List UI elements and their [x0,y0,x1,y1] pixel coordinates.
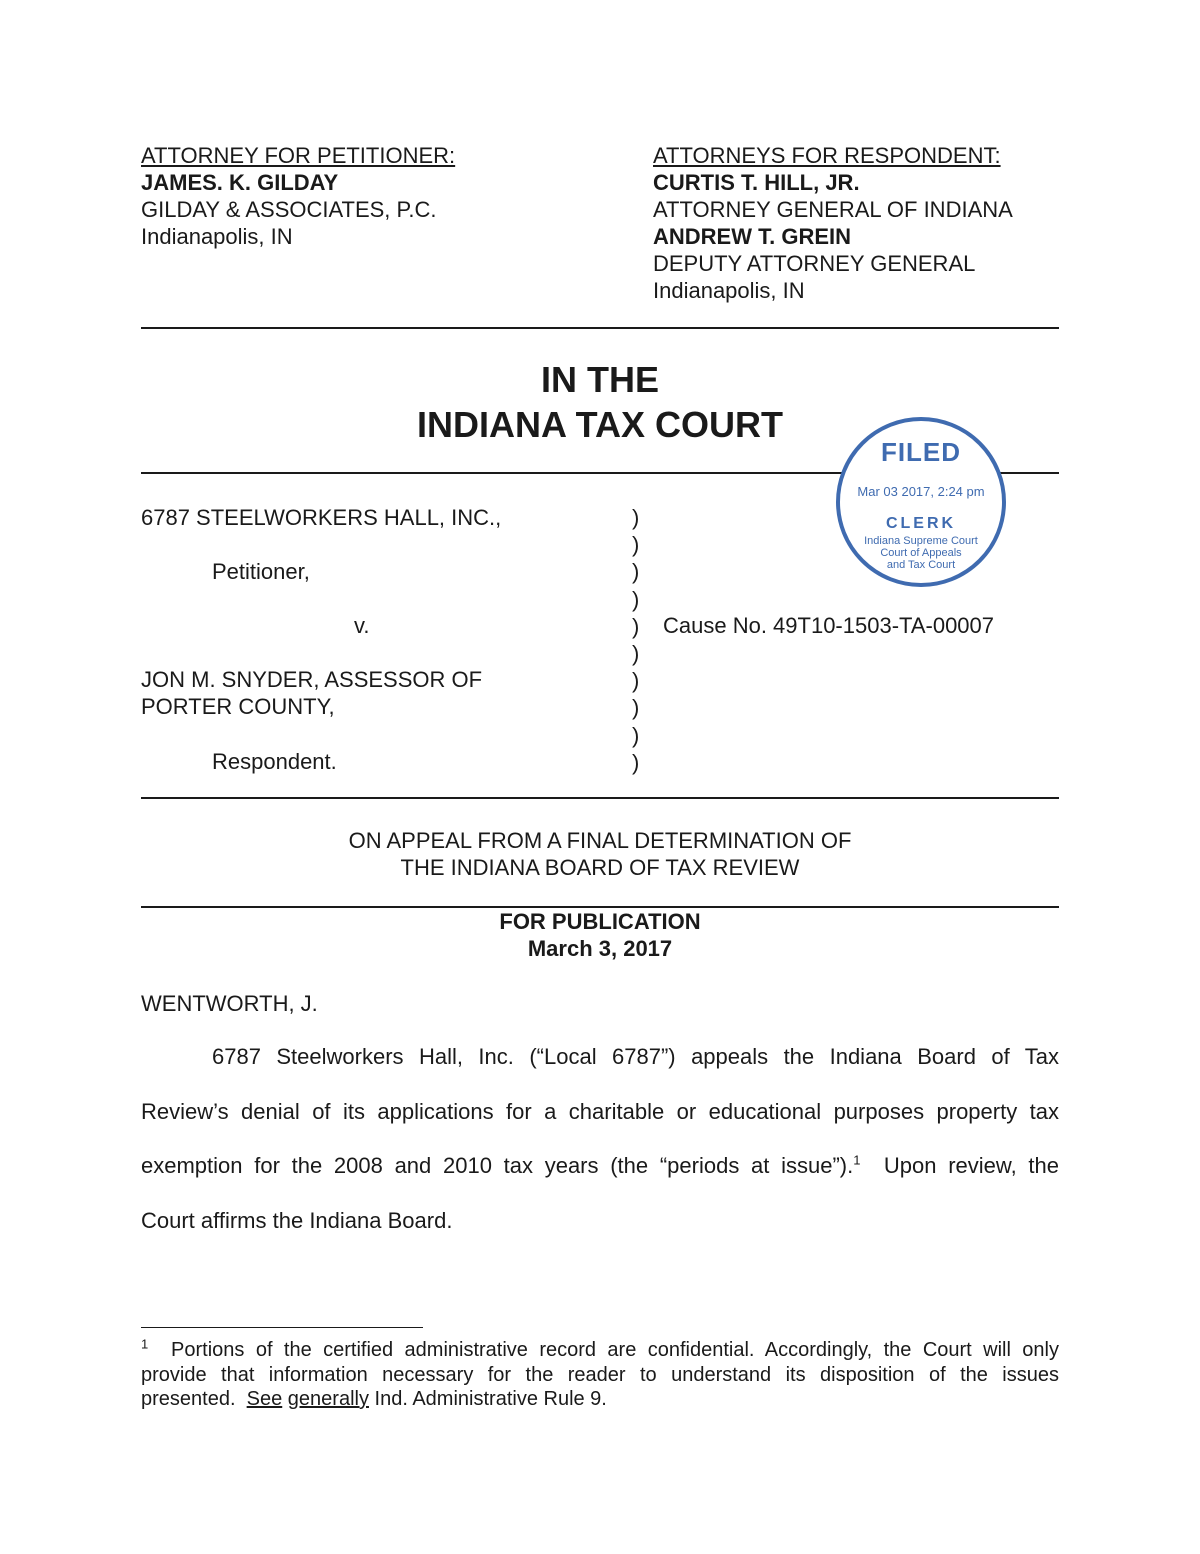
footnote-line-3-post: Ind. Administrative Rule 9. [374,1388,607,1410]
caption-respondent-line-1: JON M. SNYDER, ASSESSOR OF [141,667,483,692]
opinion-paragraph [141,1030,1059,1248]
opinion-line-2: Review’s denial of its applications for a charitable or educational purposes property tax [141,1098,1059,1124]
court-title-line-2: INDIANA TAX COURT [417,404,783,445]
citation-signal-see: See [246,1388,283,1410]
respondent-counsel-block [653,142,1013,304]
opinion-line-3 [141,1139,1059,1194]
bracket-mark: ) [632,505,640,530]
stamp-court-line-1: Indiana Supreme Court [864,535,978,547]
footnote-separator [141,1327,423,1328]
appeal-line-1: ON APPEAL FROM A FINAL DETERMINATION OF [348,828,852,853]
bracket-mark: ) [632,559,640,585]
bracket-mark: ) [632,613,640,639]
caption-respondent-role: Respondent. [212,749,337,774]
bracket-mark: ) [632,722,640,748]
opinion-line-3-tail: Upon review, the [883,1153,1060,1178]
cause-number: Cause No. 49T10-1503-TA-00007 [663,613,995,638]
footnote-reference[interactable]: 1 [853,1152,861,1168]
court-title-line-1: IN THE [540,359,659,400]
caption-versus: v. [354,613,370,638]
divider [141,327,1059,329]
stamp-office: CLERK [885,515,957,532]
stamp-court-line-2: Court of Appeals [880,547,962,559]
bracket-mark: ) [632,586,640,612]
respondent-attorney-title-1: ATTORNEY GENERAL OF INDIANA [653,197,1013,222]
bracket-mark: ) [632,532,640,558]
footnote-line-3 [141,1387,1059,1412]
petitioner-city: Indianapolis, IN [141,224,293,249]
opinion-line-1: 6787 Steelworkers Hall, Inc. (“Local 6787”) appeals the Indiana Board of Tax [212,1044,1059,1069]
petitioner-firm: GILDAY & ASSOCIATES, P.C. [141,197,437,222]
stamp-court-line-3: and Tax Court [886,559,956,571]
respondent-attorney-name-2: ANDREW T. GREIN [653,224,851,249]
opinion-line-4: Court affirms the Indiana Board. [141,1207,453,1233]
appeal-line-2: THE INDIANA BOARD OF TAX REVIEW [400,855,800,880]
bracket-mark: ) [632,640,640,666]
opinion-line-3-text: exemption for the 2008 and 2010 tax years (the “periods at issue”). [141,1153,854,1178]
respondent-attorney-name-1: CURTIS T. HILL, JR. [653,170,860,195]
bracket-mark: ) [632,749,640,775]
petitioner-attorney-name: JAMES. K. GILDAY [141,170,339,195]
caption-respondent-line-2: PORTER COUNTY, [141,694,335,719]
bracket-mark: ) [632,695,640,721]
petitioner-counsel-heading: ATTORNEY FOR PETITIONER: [141,143,456,168]
caption-petitioner-role: Petitioner, [212,559,310,584]
caption-bracket [632,504,639,776]
footnote-line-1 [141,1338,1059,1363]
stamp-datetime: Mar 03 2017, 2:24 pm [857,484,985,499]
respondent-city: Indianapolis, IN [653,278,805,303]
filed-stamp [836,417,1006,587]
bracket-mark: ) [632,668,640,694]
stamp-status: FILED [880,437,962,467]
footnote-marker: 1 [141,1336,149,1352]
respondent-counsel-heading: ATTORNEYS FOR RESPONDENT: [653,143,1001,168]
footnote-line-2: provide that information necessary for the reader to understand its disposition of the issues [141,1363,1059,1386]
footnote [141,1338,1059,1412]
judge-name: WENTWORTH, J. [141,991,318,1016]
caption-petitioner: 6787 STEELWORKERS HALL, INC., [141,505,502,530]
footnote-line-3-pre: presented. [141,1388,236,1410]
footnote-line-1-text: Portions of the certified administrative record are confidential. Accordingly, the Court will only [171,1339,1059,1361]
publication-label: FOR PUBLICATION [499,909,701,934]
citation-signal-generally: generally [287,1388,369,1410]
petitioner-counsel-block [141,142,455,250]
publication-date: March 3, 2017 [527,936,673,961]
respondent-attorney-title-2: DEPUTY ATTORNEY GENERAL [653,251,976,276]
divider [141,797,1059,799]
